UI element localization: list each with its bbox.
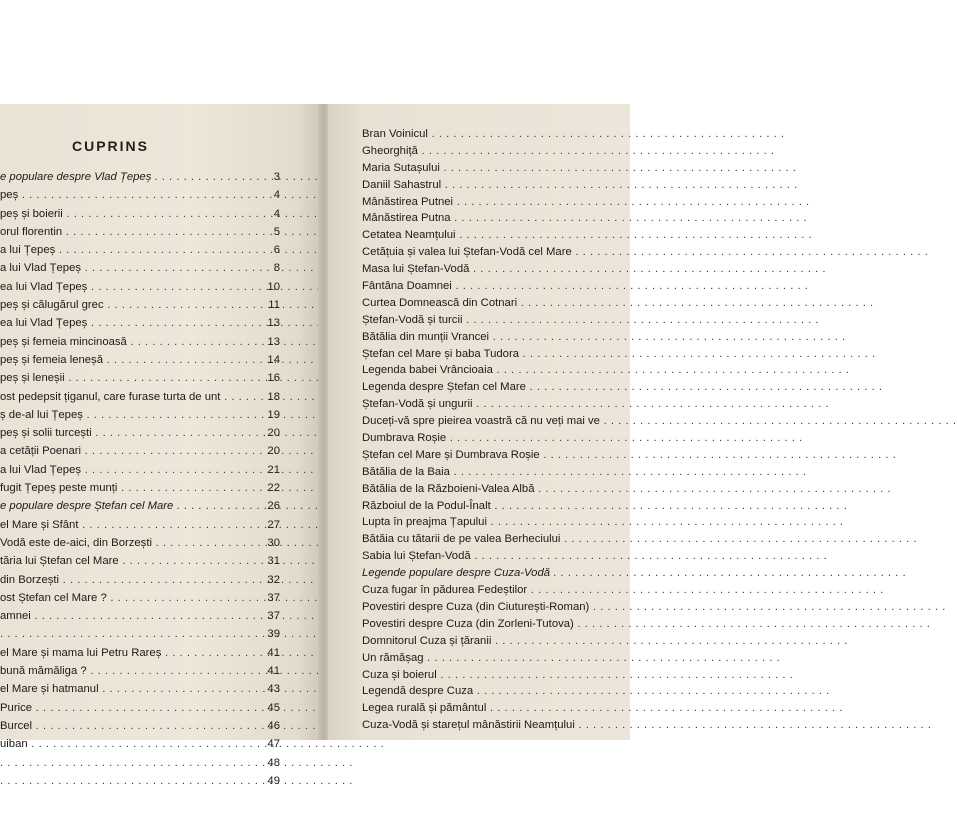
toc-entry [0,424,318,442]
toc-entry-page: 13 [267,335,280,348]
toc-entry-title: Ștefan cel Mare și baba Tudora . . . [362,346,662,363]
toc-entry [0,296,318,314]
toc-entry-page: 30 [267,536,280,549]
toc-title: CUPRINS [72,138,150,154]
toc-entry-page: 31 [267,555,280,568]
toc-entry [0,479,318,497]
toc-entry-page: 45 [267,701,280,714]
toc-entry-page: 18 [267,390,280,403]
toc-entry [0,607,318,625]
toc-entry [362,278,662,295]
toc-entry [362,160,662,177]
toc-entry-title: Dumbrava Roșie . . . [362,430,662,447]
toc-entry-page: 27 [267,518,280,531]
toc-entry [362,599,662,616]
toc-entry-title: Cetățuia și valea lui Ștefan-Vodă cel Mare . . . [362,244,662,261]
toc-entry-page: 3 [273,171,280,183]
toc-entry [0,662,318,680]
toc-entry-page: 48 [267,756,280,769]
toc-entry-title: Cuza-Vodă și starețul mânăstirii Neamțului . . . [362,717,662,734]
toc-entry [362,717,662,734]
toc-entry-title: Ștefan-Vodă și turcii . . . [362,312,662,329]
toc-entry-title: el Mare și hatmanul . . . [0,680,272,698]
toc-entry-title: Legea rurală și pământul . . . [362,700,662,717]
toc-entry [362,565,662,582]
toc-entry [362,346,662,363]
toc-entry-title: bună mămăliga ? . . . [0,662,272,680]
toc-entry [0,589,318,607]
toc-entry-title: Un rămășag . . . [362,650,662,667]
toc-entry-title: Lupta în preajma Țapului . . . [362,514,662,531]
toc-entry-title: Legende populare despre Cuza-Vodă . . . [362,565,662,582]
toc-entry [0,186,318,204]
toc-entry [362,177,662,194]
toc-entry-page: 8 [273,262,280,275]
toc-entry-title: peș și leneșii . . . [0,369,272,387]
toc-entry [362,261,662,278]
toc-entry-title: amnei . . . [0,607,272,625]
toc-entry [0,442,318,460]
toc-entry-title: ea lui Vlad Țepeș . . . [0,278,272,296]
toc-entry [0,717,318,735]
toc-entry [362,650,662,667]
toc-entry [0,351,318,369]
toc-entry [0,406,318,424]
toc-entry-title: orul florentin . . . [0,223,272,241]
toc-entry-title: ea lui Vlad Țepeș . . . [0,314,272,332]
toc-entry-title: ost pedepsit țiganul, care furase turta de unt . . . [0,388,272,406]
toc-entry-title [0,625,272,643]
toc-entry [0,644,318,662]
toc-entry-title: peș și solii turcești . . . [0,424,272,442]
toc-entry-title: Ștefan-Vodă și ungurii . . . [362,396,662,413]
toc-entry [362,362,662,379]
toc-entry [362,244,662,261]
toc-entry-title: e populare despre Ștefan cel Mare . . . [0,497,272,515]
toc-entry-page: 41 [267,665,280,678]
toc-entry-title: Masa lui Ștefan-Vodă . . . [362,261,662,278]
toc-entry-title: peș și femeia mincinoasă . . . [0,333,272,351]
toc-entry-title: din Borzești . . . [0,571,272,589]
toc-entry-page: 20 [267,445,280,458]
toc-entry [362,633,662,650]
toc-entry [362,413,662,430]
toc-entry [362,379,662,396]
toc-entry [0,241,318,259]
toc-entry [362,464,662,481]
toc-entry-title: Curtea Domnească din Cotnari . . . [362,295,662,312]
toc-entry-page: 4 [273,189,280,202]
toc-entry-title: Mânăstirea Putnei . . . [362,194,662,211]
toc-entry-title: Vodă este de-aici, din Borzești . . . [0,534,272,552]
toc-entry-title: uiban . . . [0,735,272,753]
toc-entry-page: 14 [267,353,280,366]
toc-entry-page: 39 [267,628,280,641]
toc-entry-title: Povestiri despre Cuza (din Ciuturești-Roman) . . . [362,599,662,616]
toc-entry-title: Fântâna Doamnei . . . [362,278,662,295]
open-book [0,104,630,787]
toc-entry-title [0,754,272,772]
toc-entry [362,514,662,531]
toc-entry-page: 20 [267,427,280,440]
toc-entry-title: Domnitorul Cuza și țăranii . . . [362,633,662,650]
toc-entry-page: 37 [267,610,280,623]
toc-entry-title: Bătălia de la Baia . . . [362,464,662,481]
toc-entry-page: 11 [268,299,280,312]
toc-entry [362,447,662,464]
toc-entry-title: peș și călugărul grec . . . [0,296,272,314]
left-page [0,104,322,787]
toc-entry [362,667,662,684]
toc-entry-title: Bran Voinicul . . . [362,126,662,143]
toc-entry [362,700,662,717]
toc-entry [362,295,662,312]
toc-entry-title: el Mare și mama lui Petru Rareș . . . [0,644,272,662]
toc-entry-title: Cetatea Neamțului . . . [362,227,662,244]
toc-entry-title: Daniil Sahastrul . . . [362,177,662,194]
toc-entry-page: 13 [267,317,280,330]
toc-entry [0,314,318,332]
toc-entry [362,430,662,447]
toc-entry-title: ost Ștefan cel Mare ? . . . [0,589,272,607]
toc-entry-page: 4 [273,207,280,220]
toc-entry-title: a lui Țepeș . . . [0,241,272,259]
toc-entry-title: el Mare și Sfânt . . . [0,516,272,534]
toc-entry [362,616,662,633]
toc-entry [0,552,318,570]
toc-entry-title: Sabia lui Ștefan-Vodă . . . [362,548,662,565]
toc-entry-title: tăria lui Ștefan cel Mare . . . [0,552,272,570]
toc-entry-page: 5 [273,225,280,238]
toc-entry [362,498,662,515]
toc-entry-page: 16 [267,372,280,385]
toc-entry [0,699,318,717]
toc-entry [362,548,662,565]
toc-entry-page: 43 [267,683,280,696]
toc-entry-title: Purice . . . [0,699,272,717]
toc-entry [0,735,318,753]
toc-entry [0,168,318,186]
toc-entry-page: 46 [267,719,280,732]
toc-entry [362,329,662,346]
toc-entry-page: 26 [267,500,280,513]
toc-entry-title: Povestiri despre Cuza (din Zorleni-Tutova) . . . [362,616,662,633]
toc-entry-title: e populare despre Vlad Țepeș . . . [0,168,272,186]
toc-entry-title: a cetății Poenari . . . [0,442,272,460]
toc-entry [0,388,318,406]
toc-entry-page: 37 [267,591,280,604]
right-toc-list [362,126,662,734]
toc-entry-title: Războiul de la Podul-Înalt . . . [362,498,662,515]
toc-entry [0,278,318,296]
toc-entry-page: 49 [267,774,280,787]
toc-entry-title: Bătălia din munții Vrancei . . . [362,329,662,346]
toc-entry [0,772,318,790]
toc-entry-title: ș de-al lui Țepeș . . . [0,406,272,424]
toc-entry-title: Legendă despre Cuza . . . [362,683,662,700]
toc-entry [362,582,662,599]
toc-entry-title: Cuza fugar în pădurea Fedeștilor . . . [362,582,662,599]
left-toc-list [0,168,318,790]
toc-entry-title: Bătălia de la Războieni-Valea Albă . . . [362,481,662,498]
toc-entry [0,259,318,277]
toc-entry [0,333,318,351]
toc-entry-title: Duceți-vă spre pieirea voastră că nu veți mai ve . . . [362,413,662,430]
toc-entry-title: Maria Sutașului . . . [362,160,662,177]
toc-entry-title: Bătăia cu tătarii de pe valea Berheciului . . . [362,531,662,548]
toc-entry [0,571,318,589]
toc-entry [0,534,318,552]
toc-entry [362,312,662,329]
toc-entry-title: fugit Țepeș peste munți . . . [0,479,272,497]
toc-entry [362,227,662,244]
toc-entry-title: Legenda babei Vrâncioaia . . . [362,362,662,379]
toc-entry-title: Cuza și boierul . . . [362,667,662,684]
toc-entry [0,680,318,698]
toc-entry-page: 22 [267,482,280,495]
toc-entry-title: peș și femeia leneșă . . . [0,351,272,369]
toc-entry-page: 41 [267,646,280,659]
toc-entry-title: Burcel . . . [0,717,272,735]
toc-entry-page: 19 [267,408,280,421]
toc-entry [0,497,318,515]
toc-entry-title: Mânăstirea Putna . . . [362,210,662,227]
toc-entry-title: a lui Vlad Țepeș . . . [0,259,272,277]
toc-entry [0,754,318,772]
toc-entry-title: peș și boierii . . . [0,205,272,223]
toc-entry [0,223,318,241]
toc-entry [362,531,662,548]
right-page [328,104,630,740]
toc-entry-page: 47 [267,738,280,751]
toc-entry [362,143,662,160]
toc-entry-page: 32 [267,573,280,586]
toc-entry-title: Ștefan cel Mare și Dumbrava Roșie . . . [362,447,662,464]
toc-entry [362,194,662,211]
toc-entry-page: 21 [267,463,280,476]
toc-entry-title: Legenda despre Ștefan cel Mare . . . [362,379,662,396]
toc-entry [0,369,318,387]
toc-entry [0,516,318,534]
toc-entry-title: a lui Vlad Țepeș . . . [0,461,272,479]
toc-entry-title: Gheorghiță . . . [362,143,662,160]
toc-entry-page: 6 [273,244,280,257]
toc-entry [362,396,662,413]
toc-entry [362,481,662,498]
toc-entry-page: 10 [267,280,280,293]
toc-entry-title: peș . . . [0,186,272,204]
toc-entry [0,461,318,479]
toc-entry [362,683,662,700]
toc-entry-title [0,772,272,790]
toc-entry [362,210,662,227]
toc-entry [0,205,318,223]
toc-entry [0,625,318,643]
toc-entry [362,126,662,143]
